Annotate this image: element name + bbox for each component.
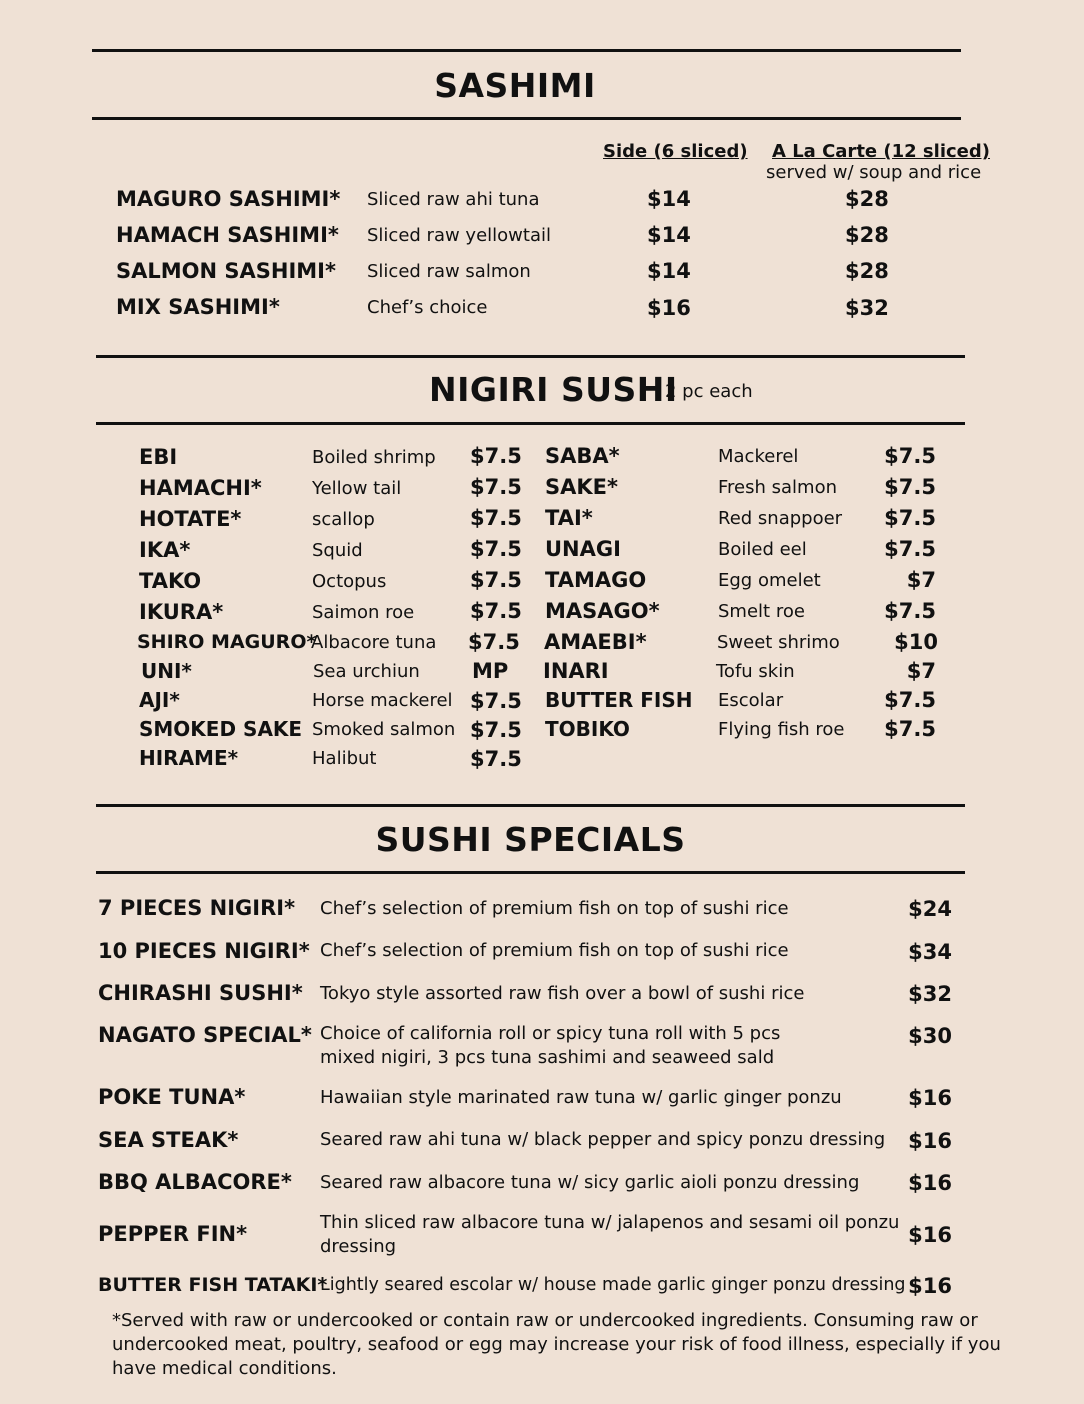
special-item-price: $16 [908, 1086, 952, 1110]
nigiri-item-desc: Halibut [312, 748, 377, 769]
specials-title: SUSHI SPECIALS [375, 820, 686, 859]
nigiri-item-price: $7.5 [884, 444, 936, 468]
nigiri-item-price: MP [472, 659, 509, 683]
special-item-price: $24 [908, 897, 952, 921]
special-item-name: 10 PIECES NIGIRI* [98, 939, 310, 963]
nigiri-item-name: UNI* [141, 659, 192, 683]
nigiri-item-name: BUTTER FISH [545, 688, 693, 712]
special-item-desc: Choice of california roll or spicy tuna roll with 5 pcs [320, 1023, 781, 1044]
special-item-desc: Lightly seared escolar w/ house made garlic ginger ponzu dressing [320, 1275, 906, 1295]
nigiri-item-name: AJI* [139, 688, 180, 712]
sashimi-item-alacarte-price: $28 [845, 259, 889, 283]
nigiri-item-desc: Squid [312, 540, 363, 561]
special-item-desc-line2: mixed nigiri, 3 pcs tuna sashimi and seaweed sald [320, 1047, 775, 1068]
nigiri-item-desc: Sweet shrimo [717, 632, 840, 653]
nigiri-item-price: $7.5 [884, 506, 936, 530]
nigiri-item-desc: scallop [312, 509, 375, 530]
nigiri-top-rule [96, 355, 965, 358]
nigiri-title: NIGIRI SUSHI [429, 370, 678, 409]
nigiri-item-desc: Saimon roe [312, 602, 415, 623]
sashimi-item-side-price: $14 [647, 187, 691, 211]
nigiri-item-name: TOBIKO [545, 717, 630, 741]
sashimi-item-side-price: $16 [647, 296, 691, 320]
special-item-desc: Seared raw ahi tuna w/ black pepper and spicy ponzu dressing [320, 1129, 886, 1150]
special-item-desc: Chef’s selection of premium fish on top of sushi rice [320, 898, 789, 919]
sashimi-item-alacarte-price: $28 [845, 187, 889, 211]
nigiri-bottom-rule [96, 422, 965, 425]
nigiri-item-price: $7.5 [468, 630, 520, 654]
nigiri-item-desc: Escolar [718, 690, 784, 711]
sashimi-item-desc: Sliced raw salmon [367, 261, 531, 282]
nigiri-item-name: MASAGO* [545, 599, 660, 623]
sashimi-item-side-price: $14 [647, 223, 691, 247]
special-item-desc: Seared raw albacore tuna w/ sicy garlic aioli ponzu dressing [320, 1172, 860, 1193]
nigiri-item-name: UNAGI [545, 537, 621, 561]
sashimi-item-name: MAGURO SASHIMI* [116, 187, 341, 211]
nigiri-item-name: HAMACHI* [139, 476, 262, 500]
sashimi-title: SASHIMI [434, 66, 596, 105]
special-item-name: SEA STEAK* [98, 1128, 239, 1152]
disclaimer-line: have medical conditions. [112, 1358, 337, 1379]
nigiri-item-name: SMOKED SAKE [139, 717, 303, 741]
nigiri-item-name: EBI [139, 445, 178, 469]
special-item-name: NAGATO SPECIAL* [98, 1023, 312, 1047]
sashimi-item-name: MIX SASHIMI* [116, 295, 280, 319]
nigiri-item-name: SAKE* [545, 475, 618, 499]
nigiri-item-name: SABA* [545, 444, 620, 468]
nigiri-item-price: $7 [906, 568, 936, 592]
nigiri-item-desc: Octopus [312, 571, 387, 592]
nigiri-item-price: $7.5 [470, 568, 522, 592]
special-item-desc-line2: dressing [320, 1236, 397, 1257]
sashimi-bottom-rule [92, 117, 961, 120]
nigiri-item-name: IKURA* [139, 600, 224, 624]
nigiri-item-desc: Smelt roe [718, 601, 805, 622]
nigiri-item-desc: Smoked salmon [312, 719, 456, 740]
nigiri-item-price: $7.5 [470, 506, 522, 530]
nigiri-item-price: $7.5 [884, 537, 936, 561]
nigiri-item-price: $7.5 [884, 717, 936, 741]
nigiri-item-desc: Albacore tuna [311, 632, 437, 653]
nigiri-item-price: $10 [894, 630, 938, 654]
nigiri-item-price: $7.5 [470, 537, 522, 561]
specials-bottom-rule [96, 871, 965, 874]
nigiri-item-desc: Fresh salmon [718, 477, 837, 498]
special-item-desc: Thin sliced raw albacore tuna w/ jalapenos and sesami oil ponzu [320, 1212, 900, 1233]
special-item-name: 7 PIECES NIGIRI* [98, 896, 296, 920]
special-item-desc: Tokyo style assorted raw fish over a bowl of sushi rice [320, 983, 805, 1004]
nigiri-item-price: $7.5 [470, 689, 522, 713]
sashimi-item-desc: Sliced raw yellowtail [367, 225, 551, 246]
sashimi-item-desc: Sliced raw ahi tuna [367, 189, 540, 210]
nigiri-item-price: $7.5 [470, 475, 522, 499]
sashimi-col-side-header: Side (6 sliced) [603, 141, 748, 162]
special-item-desc: Chef’s selection of premium fish on top of sushi rice [320, 940, 789, 961]
nigiri-item-desc: Boiled shrimp [312, 447, 436, 468]
nigiri-item-desc: Mackerel [718, 446, 799, 467]
special-item-price: $34 [908, 940, 952, 964]
sashimi-item-name: SALMON SASHIMI* [116, 259, 336, 283]
nigiri-item-name: TAKO [139, 569, 202, 593]
sashimi-col-alacarte-header: A La Carte (12 sliced) [772, 141, 990, 162]
nigiri-item-desc: Tofu skin [716, 661, 795, 682]
nigiri-item-name: HIRAME* [139, 746, 239, 770]
nigiri-item-price: $7.5 [470, 718, 522, 742]
disclaimer-line: undercooked meat, poultry, seafood or egg may increase your risk of food illness, especially if you [112, 1334, 1001, 1355]
disclaimer-line: *Served with raw or undercooked or contain raw or undercooked ingredients. Consuming raw or [112, 1310, 978, 1331]
special-item-price: $16 [908, 1274, 952, 1298]
nigiri-item-desc: Boiled eel [718, 539, 807, 560]
special-item-name: BUTTER FISH TATAKI* [98, 1274, 328, 1296]
nigiri-item-name: HOTATE* [139, 507, 242, 531]
sashimi-col-alacarte-note: served w/ soup and rice [766, 162, 982, 183]
special-item-price: $32 [908, 982, 952, 1006]
special-item-name: BBQ ALBACORE* [98, 1170, 292, 1194]
nigiri-item-desc: Horse mackerel [312, 690, 453, 711]
nigiri-item-name: AMAEBI* [544, 630, 647, 654]
nigiri-item-price: $7.5 [884, 688, 936, 712]
nigiri-item-desc: Flying fish roe [718, 719, 845, 740]
nigiri-item-desc: Red snappoer [718, 508, 843, 529]
special-item-price: $16 [908, 1171, 952, 1195]
special-item-price: $16 [908, 1129, 952, 1153]
special-item-name: CHIRASHI SUSHI* [98, 981, 303, 1005]
special-item-name: POKE TUNA* [98, 1085, 246, 1109]
sashimi-top-rule [92, 49, 961, 52]
sashimi-item-alacarte-price: $28 [845, 223, 889, 247]
nigiri-item-name: IKA* [139, 538, 191, 562]
nigiri-item-desc: Sea urchiun [313, 661, 420, 682]
sashimi-item-desc: Chef’s choice [367, 297, 488, 318]
nigiri-item-name: SHIRO MAGURO* [137, 631, 317, 653]
sashimi-item-side-price: $14 [647, 259, 691, 283]
nigiri-item-name: INARI [543, 659, 609, 683]
nigiri-item-desc: Egg omelet [718, 570, 821, 591]
sashimi-item-alacarte-price: $32 [845, 296, 889, 320]
special-item-price: $30 [908, 1024, 952, 1048]
nigiri-item-price: $7.5 [884, 475, 936, 499]
special-item-name: PEPPER FIN* [98, 1222, 248, 1246]
nigiri-item-price: $7.5 [470, 747, 522, 771]
nigiri-item-name: TAMAGO [545, 568, 647, 592]
nigiri-item-price: $7 [906, 659, 936, 683]
nigiri-note: 2 pc each [665, 381, 753, 402]
nigiri-item-name: TAI* [545, 506, 593, 530]
nigiri-item-price: $7.5 [470, 444, 522, 468]
special-item-desc: Hawaiian style marinated raw tuna w/ garlic ginger ponzu [320, 1087, 842, 1108]
sashimi-item-name: HAMACH SASHIMI* [116, 223, 339, 247]
nigiri-item-desc: Yellow tail [312, 478, 402, 499]
special-item-price: $16 [908, 1223, 952, 1247]
nigiri-item-price: $7.5 [470, 599, 522, 623]
nigiri-item-price: $7.5 [884, 599, 936, 623]
specials-top-rule [96, 804, 965, 807]
